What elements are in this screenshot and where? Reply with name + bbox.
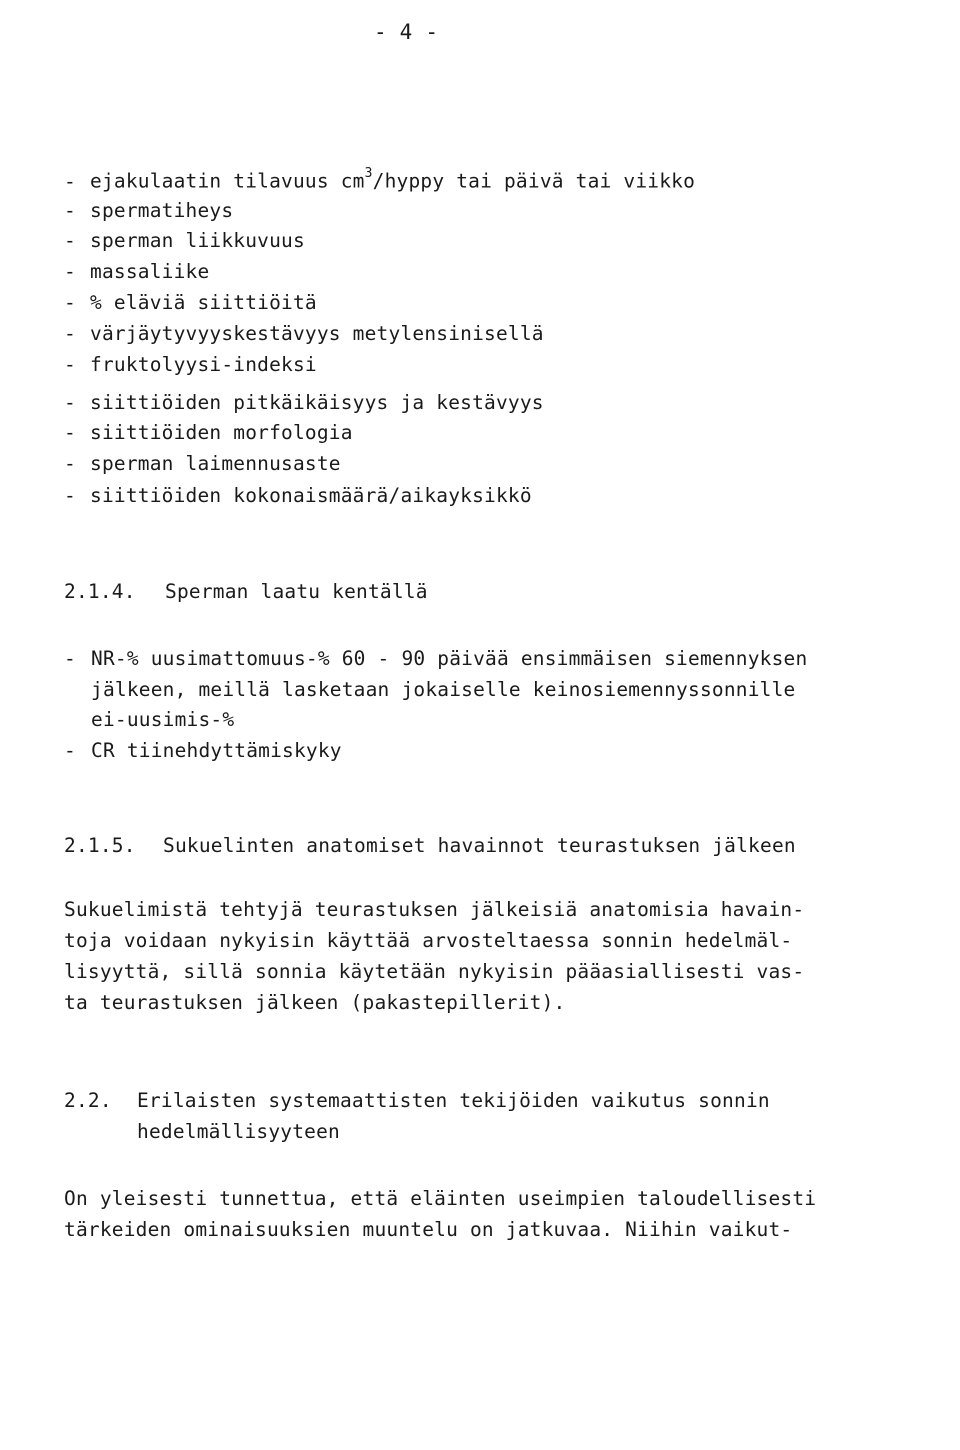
section-number: 2.1.5. <box>64 834 136 857</box>
list-item: - massaliike <box>64 260 210 283</box>
list-dash: - <box>64 291 76 314</box>
page-number: - 4 - <box>374 20 439 44</box>
paragraph-line: lisyyttä, sillä sonnia käytetään nykyisin pääasiallisesti vas- <box>64 960 805 983</box>
superscript: 3 <box>364 166 373 181</box>
list-item: - siittiöiden pitkäikäisyys ja kestävyys <box>64 391 544 414</box>
section-title: Erilaisten systemaattisten tekijöiden vaikutus sonnin <box>137 1089 770 1112</box>
paragraph-line: On yleisesti tunnettua, että eläinten useimpien taloudellisesti <box>64 1187 817 1210</box>
list-dash: - <box>64 199 76 222</box>
list-item-line: jälkeen, meillä lasketaan jokaiselle keinosiemennyssonnille <box>91 678 796 701</box>
list-item: - siittiöiden kokonaismäärä/aikayksikkö <box>64 484 532 507</box>
list-dash: - <box>64 260 76 283</box>
list-item: - sperman liikkuvuus <box>64 229 305 252</box>
list-item-line: ei-uusimis-% <box>91 708 235 731</box>
list-item: - % eläviä siittiöitä <box>64 291 317 314</box>
section-title: Sukuelinten anatomiset havainnot teurastuksen jälkeen <box>163 834 796 857</box>
list-dash: - <box>64 169 76 193</box>
list-item: - sperman laimennusaste <box>64 452 341 475</box>
list-dash: - <box>64 421 76 444</box>
paragraph-line: Sukuelimistä tehtyjä teurastuksen jälkeisiä anatomisia havain- <box>64 898 805 921</box>
list-dash: - <box>64 647 76 670</box>
list-item: - spermatiheys <box>64 199 234 222</box>
list-dash: - <box>64 353 76 376</box>
list-dash: - <box>64 452 76 475</box>
paragraph-line: toja voidaan nykyisin käyttää arvosteltaessa sonnin hedelmäl- <box>64 929 793 952</box>
list-item: - siittiöiden morfologia <box>64 421 353 444</box>
paragraph-line: ta teurastuksen jälkeen (pakastepillerit). <box>64 991 566 1014</box>
list-item: - fruktolyysi-indeksi <box>64 353 317 376</box>
list-item: - värjäytyvyyskestävyys metylensinisellä <box>64 322 544 345</box>
section-title: hedelmällisyyteen <box>137 1120 340 1143</box>
list-item-line: CR tiinehdyttämiskyky <box>91 739 342 762</box>
section-number: 2.2. <box>64 1089 112 1112</box>
list-item-line: NR-% uusimattomuus-% 60 - 90 päivää ensimmäisen siemennyksen <box>91 647 808 670</box>
list-dash: - <box>64 391 76 414</box>
section-title: Sperman laatu kentällä <box>165 580 428 603</box>
paragraph-line: tärkeiden ominaisuuksien muuntelu on jatkuvaa. Niihin vaikut- <box>64 1218 793 1241</box>
list-dash: - <box>64 484 76 507</box>
list-dash: - <box>64 322 76 345</box>
list-dash: - <box>64 229 76 252</box>
list-item: - ejakulaatin tilavuus $cm^3$/hyppy tai päivä tai viikko <box>64 166 696 193</box>
list-dash: - <box>64 739 76 762</box>
section-number: 2.1.4. <box>64 580 136 603</box>
